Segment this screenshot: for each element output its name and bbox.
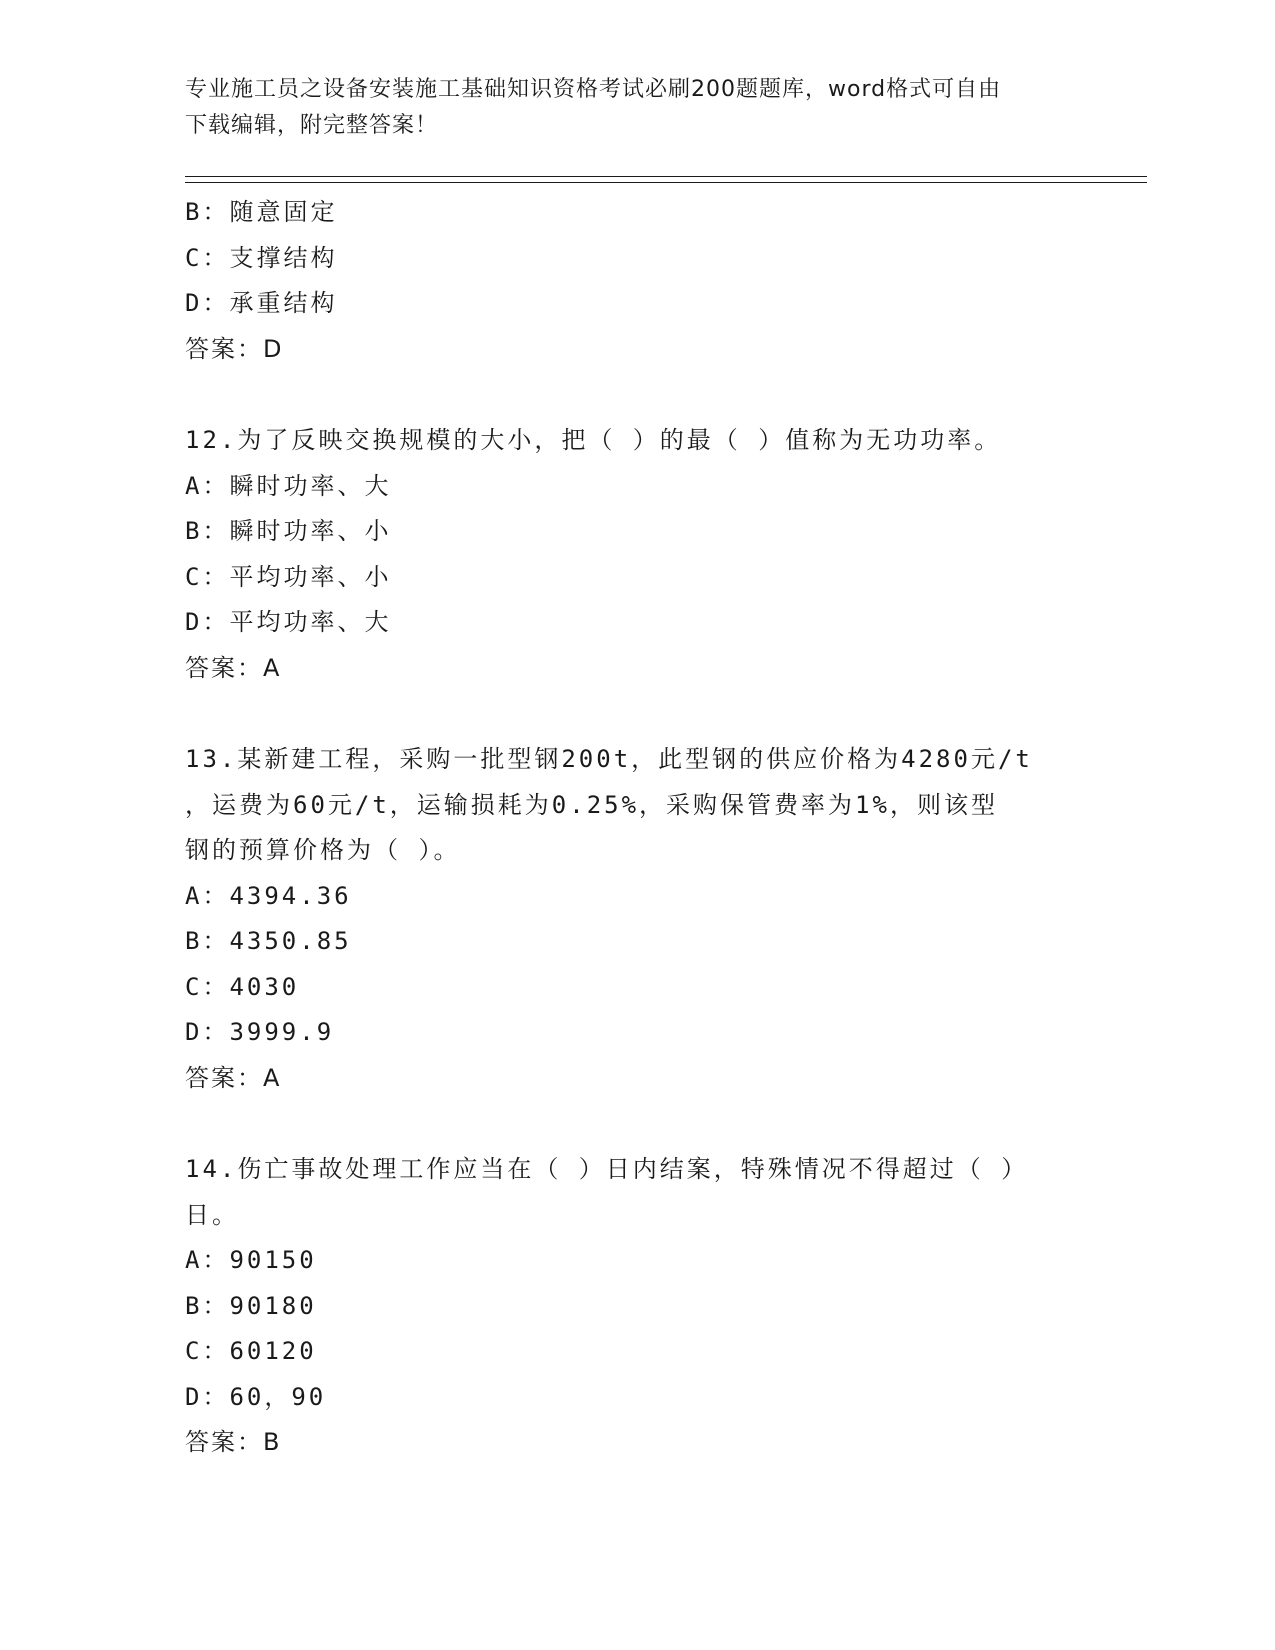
question-text-line: 钢的预算价格为（ ）。 — [185, 836, 461, 864]
question-text-line: 14.伤亡事故处理工作应当在（ ）日内结案，特殊情况不得超过（ ） — [185, 1155, 1029, 1183]
question-14 — [185, 1147, 1065, 1466]
option-c: C：支撑结构 — [185, 243, 338, 272]
answer-line: 答案：A — [185, 1063, 282, 1092]
document-header — [185, 72, 1085, 144]
question-11-continued — [185, 190, 1065, 372]
question-13 — [185, 737, 1065, 1101]
question-list — [185, 190, 1065, 1466]
question-text-line: 13.某新建工程，采购一批型钢200t，此型钢的供应价格为4280元/t — [185, 745, 1033, 773]
header-title-line-2: 下载编辑，附完整答案！ — [185, 113, 439, 138]
option-c: C：平均功率、小 — [185, 562, 392, 591]
option-d: D：3999.9 — [185, 1018, 335, 1046]
answer-line: 答案：B — [185, 1428, 282, 1456]
option-d: D：平均功率、大 — [185, 608, 392, 636]
option-a: A：4394.36 — [185, 881, 352, 910]
question-text-line: 日。 — [185, 1200, 239, 1229]
option-d: D：60，90 — [185, 1382, 327, 1411]
option-c: C：4030 — [185, 972, 300, 1001]
spacer — [185, 691, 1065, 737]
spacer — [185, 372, 1065, 418]
option-c: C：60120 — [185, 1337, 317, 1365]
option-b: B：瞬时功率、小 — [185, 517, 392, 545]
option-d: D：承重结构 — [185, 289, 338, 317]
option-b: B：随意固定 — [185, 198, 338, 226]
option-a: A：瞬时功率、大 — [185, 471, 392, 500]
option-b: B：90180 — [185, 1291, 317, 1320]
question-text-line: ，运费为60元/t，运输损耗为0.25%，采购保管费率为1%，则该型 — [185, 790, 998, 819]
answer-line: 答案：A — [185, 653, 282, 682]
question-text-line: 12.为了反映交换规模的大小，把（ ）的最（ ）值称为无功功率。 — [185, 426, 1002, 454]
answer-line: 答案：D — [185, 334, 284, 363]
option-a: A：90150 — [185, 1246, 317, 1274]
header-title-line-1: 专业施工员之设备安装施工基础知识资格考试必刷200题题库，word格式可自由 — [185, 77, 1002, 102]
question-12 — [185, 418, 1065, 691]
header-divider — [185, 176, 1147, 183]
spacer — [185, 1101, 1065, 1147]
option-b: B：4350.85 — [185, 927, 352, 955]
